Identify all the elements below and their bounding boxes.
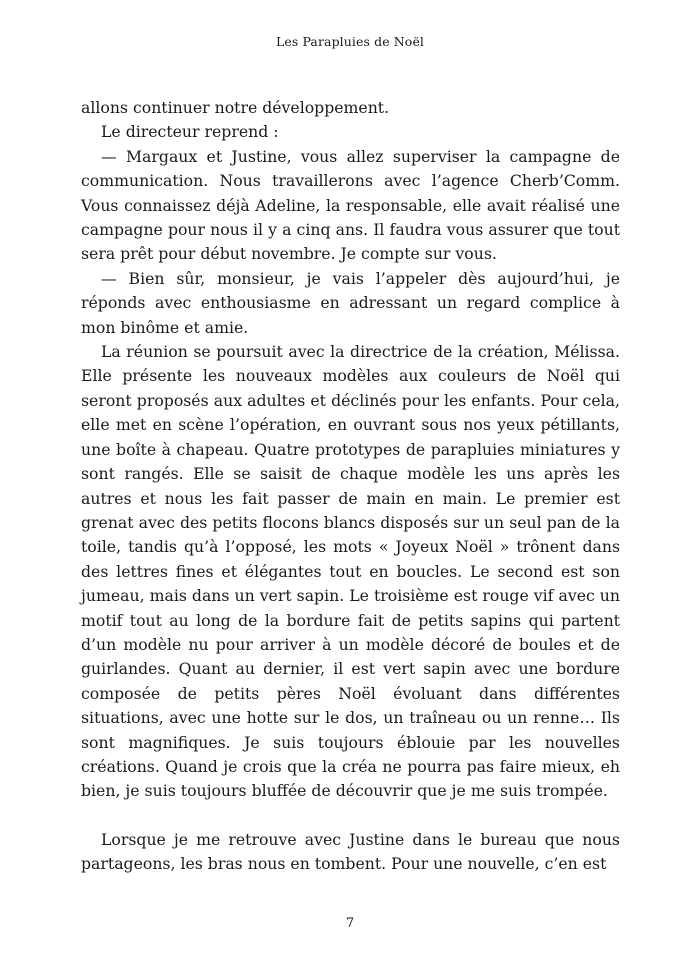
paragraph: Le directeur reprend : xyxy=(101,122,279,142)
body-text xyxy=(81,96,620,877)
paragraph: La réunion se poursuit avec la directrice de la création, Mélissa. Elle présente les nouveaux modèles aux couleurs de Noël qui seront proposés aux adultes et déclinés pour les enfants. Pour cela, elle met en scène l’opération, en ouvrant sous nos yeux pétillants, une boîte à chapeau. Quatre prototypes de parapluies miniatures y sont rangés. Elle se saisit de chaque modèle les uns après les autres et nous les fait passer de main en main. Le premier est grenat avec des petits flocons blancs disposés sur un seul pan de la toile, tandis qu’à l’opposé, les mots « Joyeux Noël » trônent dans des lettres fines et élégantes tout en boucles. Le second est son jumeau, mais dans un vert sapin. Le troisième est rouge vif avec un motif tout au long de la bordure fait de petits sapins qui partent d’un modèle nu pour arriver à un modèle décoré de boules et de guirlandes. Quant au dernier, il est vert sapin avec une bordure composée de petits pères Noël évoluant dans différentes situations, avec une hotte sur le dos, un traîneau ou un renne… Ils sont magnifiques. Je suis toujours éblouie par les nouvelles créations. Quand je crois que la créa ne pourra pas faire mieux, eh bien, je suis toujours bluffée de découvrir que je me suis trompée. xyxy=(81,342,620,801)
running-header: Les Parapluies de Noël xyxy=(275,34,425,49)
page-number: 7 xyxy=(345,916,355,931)
paragraph: Lorsque je me retrouve avec Justine dans le bureau que nous partageons, les bras nous en tombent. Pour une nouvelle, c’en est xyxy=(81,829,620,874)
dialogue-paragraph: — Margaux et Justine, vous allez superviser la campagne de communication. Nous travaillerons avec l’agence Cherb’Comm. Vous connaissez déjà Adeline, la responsable, elle avait réalisé une campagne pour nous il y a cinq ans. Il faudra vous assurer que tout sera prêt pour début novembre. Je compte sur vous. xyxy=(81,146,620,264)
paragraph-continuation: allons continuer notre développement. xyxy=(81,98,390,117)
dialogue-paragraph: — Bien sûr, monsieur, je vais l’appeler dès aujourd’hui, je réponds avec enthousiasme en adressant un regard complice à mon binôme et amie. xyxy=(81,268,620,337)
